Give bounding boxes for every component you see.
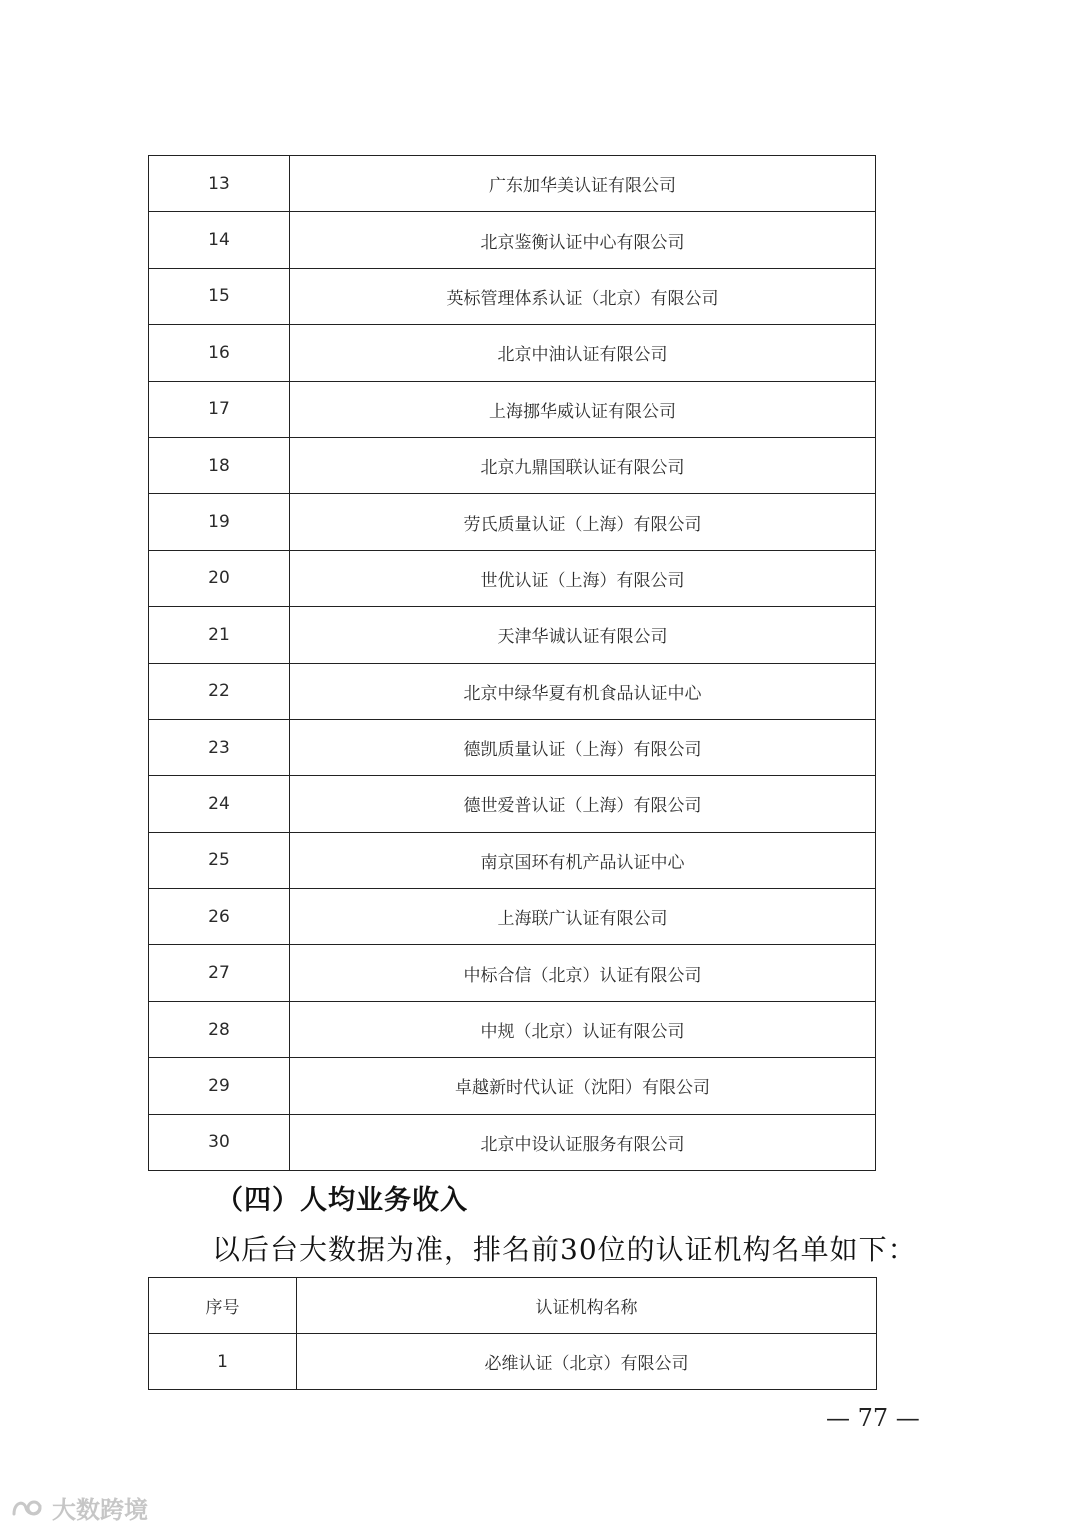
table-row (149, 719, 876, 775)
row-number: 20 (149, 550, 290, 606)
row-number: 25 (149, 832, 290, 888)
row-number: 27 (149, 945, 290, 1001)
watermark-text: 大数跨境 (52, 1496, 148, 1524)
table-row (149, 437, 876, 493)
row-number: 19 (149, 494, 290, 550)
org-name: 必维认证（北京）有限公司 (297, 1334, 877, 1390)
row-number: 16 (149, 325, 290, 381)
org-name: 北京中绿华夏有机食品认证中心 (290, 663, 876, 719)
row-number: 26 (149, 889, 290, 945)
loop-logo-icon (10, 1496, 46, 1520)
watermark (10, 1490, 148, 1525)
org-name: 劳氏质量认证（上海）有限公司 (290, 494, 876, 550)
org-name: 德世爱普认证（上海）有限公司 (290, 776, 876, 832)
table-row (149, 325, 876, 381)
org-name: 中标合信（北京）认证有限公司 (290, 945, 876, 1001)
table-row (149, 607, 876, 663)
header-org-name: 认证机构名称 (297, 1278, 877, 1334)
table-row (149, 156, 876, 212)
table-row (149, 381, 876, 437)
table-row (149, 550, 876, 606)
row-number: 23 (149, 719, 290, 775)
row-number: 22 (149, 663, 290, 719)
row-number: 1 (149, 1334, 297, 1390)
page-number: — 77 — (826, 1404, 920, 1432)
table-header-row (149, 1278, 877, 1334)
row-number: 18 (149, 437, 290, 493)
org-name: 天津华诚认证有限公司 (290, 607, 876, 663)
row-number: 29 (149, 1058, 290, 1114)
org-name: 北京中油认证有限公司 (290, 325, 876, 381)
header-number: 序号 (149, 1278, 297, 1334)
ranking-table-continued (148, 155, 876, 1171)
org-name: 北京九鼎国联认证有限公司 (290, 437, 876, 493)
org-name: 英标管理体系认证（北京）有限公司 (290, 268, 876, 324)
org-name: 北京中设认证服务有限公司 (290, 1114, 876, 1170)
row-number: 30 (149, 1114, 290, 1170)
org-name: 卓越新时代认证（沈阳）有限公司 (290, 1058, 876, 1114)
row-number: 17 (149, 381, 290, 437)
table-row (149, 212, 876, 268)
table-row (149, 832, 876, 888)
row-number: 15 (149, 268, 290, 324)
table-row (149, 945, 876, 1001)
section-heading: （四）人均业务收入 (216, 1185, 468, 1216)
org-name: 世优认证（上海）有限公司 (290, 550, 876, 606)
table-row (149, 1334, 877, 1390)
table-row (149, 1114, 876, 1170)
row-number: 21 (149, 607, 290, 663)
org-name: 上海联广认证有限公司 (290, 889, 876, 945)
table-row (149, 889, 876, 945)
org-name: 中规（北京）认证有限公司 (290, 1001, 876, 1057)
row-number: 24 (149, 776, 290, 832)
org-name: 广东加华美认证有限公司 (290, 156, 876, 212)
org-name: 北京鉴衡认证中心有限公司 (290, 212, 876, 268)
ranking-table-per-capita (148, 1277, 877, 1390)
table-row (149, 776, 876, 832)
row-number: 14 (149, 212, 290, 268)
org-name: 南京国环有机产品认证中心 (290, 832, 876, 888)
row-number: 28 (149, 1001, 290, 1057)
org-name: 上海挪华威认证有限公司 (290, 381, 876, 437)
section-paragraph: 以后台大数据为准，排名前30位的认证机构名单如下： (212, 1233, 917, 1266)
table-row (149, 268, 876, 324)
table-row (149, 1001, 876, 1057)
org-name: 德凯质量认证（上海）有限公司 (290, 719, 876, 775)
table-row (149, 1058, 876, 1114)
row-number: 13 (149, 156, 290, 212)
table-row (149, 663, 876, 719)
table-row (149, 494, 876, 550)
